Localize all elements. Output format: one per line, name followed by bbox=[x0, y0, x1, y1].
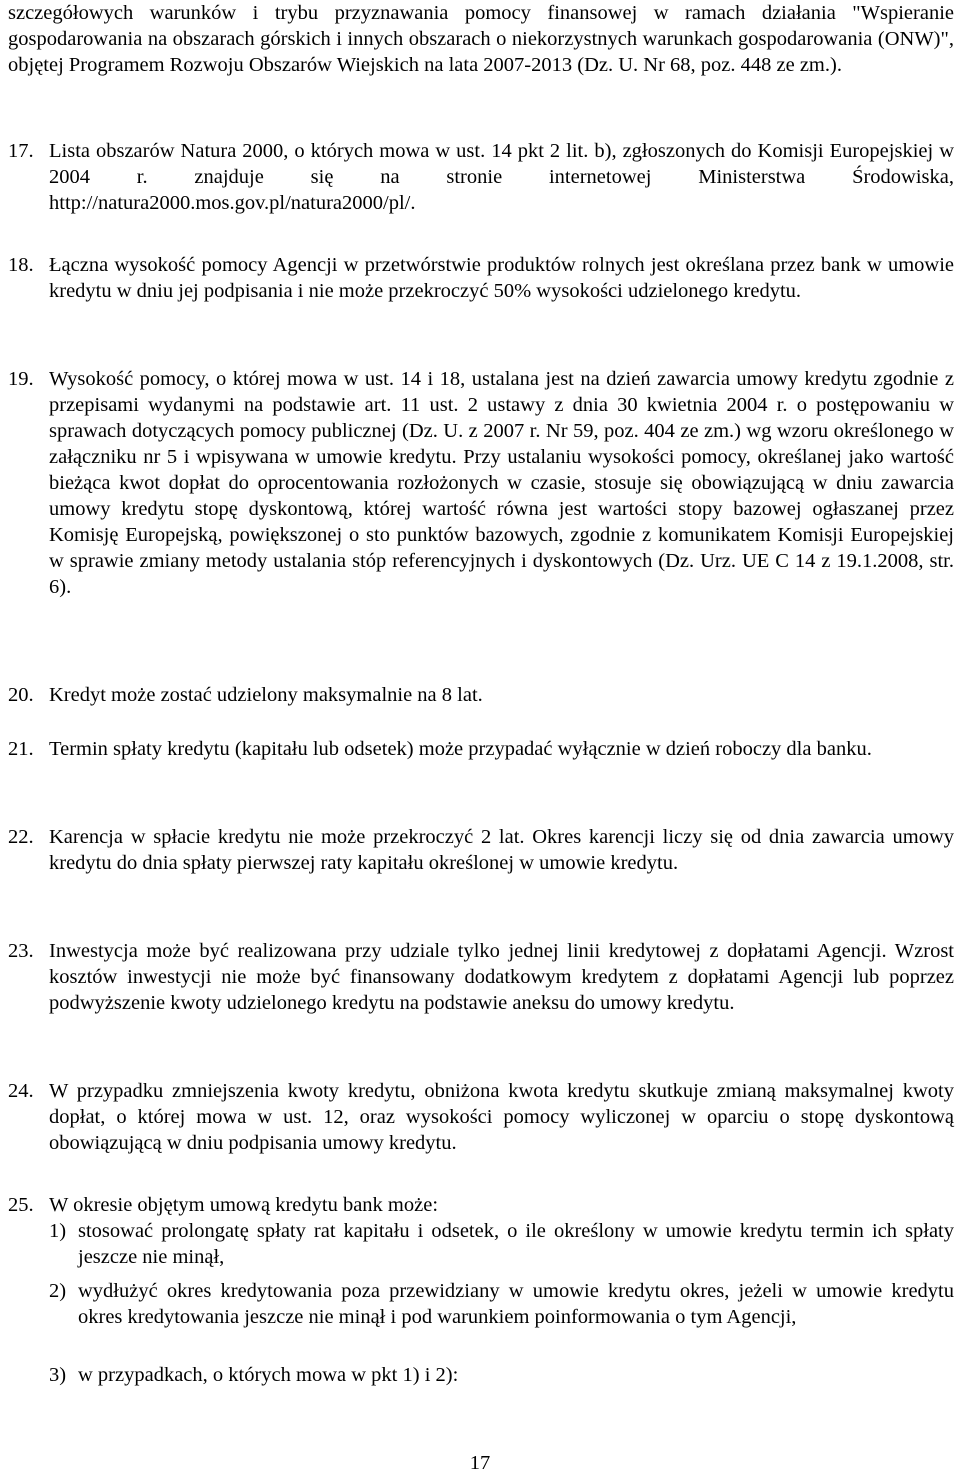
sub-item-text: wydłużyć okres kredytowania poza przewidziany w umowie kredytu okres, jeżeli w umowie kredytu okres kredytowania jeszcze nie minął i pod warunkiem poinformowania o tym Agencji, bbox=[78, 1280, 954, 1328]
sub-item-3 bbox=[49, 1362, 954, 1388]
item-text: W okresie objętym umową kredytu bank może: bbox=[49, 1194, 439, 1216]
item-text: Łączna wysokość pomocy Agencji w przetwórstwie produktów rolnych jest określana przez bank w umowie kredytu w dniu jej podpisania i nie może przekroczyć 50% wysokości udzielonego kredytu. bbox=[49, 254, 954, 302]
sub-item-text: w przypadkach, o których mowa w pkt 1) i 2): bbox=[78, 1364, 459, 1386]
item-number: 22. bbox=[8, 826, 34, 848]
sub-item-1 bbox=[49, 1218, 954, 1270]
item-number: 24. bbox=[8, 1080, 34, 1102]
sub-item-text: stosować prolongatę spłaty rat kapitału i odsetek, o ile określony w umowie kredytu termin ich spłaty jeszcze nie minął, bbox=[78, 1220, 954, 1268]
list-item-18 bbox=[8, 252, 954, 304]
list-item-20 bbox=[8, 682, 954, 708]
item-text: Kredyt może zostać udzielony maksymalnie na 8 lat. bbox=[49, 684, 483, 706]
list-item-21 bbox=[8, 736, 954, 762]
list-item-17 bbox=[8, 138, 954, 216]
intro-paragraph: szczegółowych warunków i trybu przyznawania pomocy finansowej w ramach działania "Wspieranie gospodarowania na obszarach górskich i innych obszarach o niekorzystnych warunkach gospodarowania (ONW)", objętej Programem Rozwoju Obszarów Wiejskich na lata 2007-2013 (Dz. U. Nr 68, poz. 448 ze zm.). bbox=[8, 2, 954, 76]
page-number: 17 bbox=[469, 1452, 491, 1474]
item-number: 20. bbox=[8, 684, 34, 706]
list-item-22 bbox=[8, 824, 954, 876]
item-text: Karencja w spłacie kredytu nie może przekroczyć 2 lat. Okres karencji liczy się od dnia zawarcia umowy kredytu do dnia spłaty pierwszej raty kapitału określonej w umowie kredytu. bbox=[49, 826, 954, 874]
sub-item-2 bbox=[49, 1278, 954, 1330]
item-number: 17. bbox=[8, 140, 34, 162]
list-item-25 bbox=[8, 1192, 954, 1218]
item-number: 18. bbox=[8, 254, 34, 276]
item-text: Wysokość pomocy, o której mowa w ust. 14 i 18, ustalana jest na dzień zawarcia umowy kredytu zgodnie z przepisami wydanymi na podstawie art. 11 ust. 2 ustawy z dnia 30 kwietnia 2004 r. o postępowaniu w sprawach dotyczących pomocy publicznej (Dz. U. z 2007 r. Nr 59, poz. 404 ze zm.) wg wzoru określonego w załączniku nr 5 i wpisywana w umowie kredytu. Przy ustalaniu wysokości pomocy, określanej jako wartość bieżąca kwot dopłat do oprocentowania rozłożonych w czasie, stosuje się obowiązującą w dniu zawarcia umowy kredytu stopę dyskontową, której wartość równa jest wartości stopy bazowej ogłaszanej przez Komisję Europejską, powiększonej o sto punktów bazowych, zgodnie z komunikatem Komisji Europejskiej w sprawie zmiany metody ustalania stóp referencyjnych i dyskontowych (Dz. Urz. UE C 14 z 19.1.2008, str. 6). bbox=[49, 368, 954, 598]
item-number: 25. bbox=[8, 1194, 34, 1216]
item-text: W przypadku zmniejszenia kwoty kredytu, obniżona kwota kredytu skutkuje zmianą maksymalnej kwoty dopłat, o której mowa w ust. 12, oraz wysokości pomocy wyliczonej w oparciu o stopę dyskontową obowiązującą w dniu podpisania umowy kredytu. bbox=[49, 1080, 954, 1154]
sub-item-number: 3) bbox=[49, 1364, 67, 1386]
item-number: 21. bbox=[8, 738, 34, 760]
list-item-23 bbox=[8, 938, 954, 1016]
list-item-24 bbox=[8, 1078, 954, 1156]
list-item-19 bbox=[8, 366, 954, 600]
item-text: Lista obszarów Natura 2000, o których mowa w ust. 14 pkt 2 lit. b), zgłoszonych do Komisji Europejskiej w 2004 r. znajduje się na stronie internetowej Ministerstwa Środowiska, http://natura2000.mos.gov.pl/natura2000/pl/. bbox=[49, 140, 954, 214]
item-number: 23. bbox=[8, 940, 34, 962]
item-number: 19. bbox=[8, 368, 34, 390]
sub-item-number: 1) bbox=[49, 1220, 67, 1242]
item-text: Inwestycja może być realizowana przy udziale tylko jednej linii kredytowej z dopłatami Agencji. Wzrost kosztów inwestycji nie może być finansowany dodatkowym kredytem z dopłatami Agencji lub poprzez podwyższenie kwoty udzielonego kredytu na podstawie aneksu do umowy kredytu. bbox=[49, 940, 954, 1014]
sub-item-number: 2) bbox=[49, 1280, 67, 1302]
item-text: Termin spłaty kredytu (kapitału lub odsetek) może przypadać wyłącznie w dzień roboczy dla banku. bbox=[49, 738, 872, 760]
